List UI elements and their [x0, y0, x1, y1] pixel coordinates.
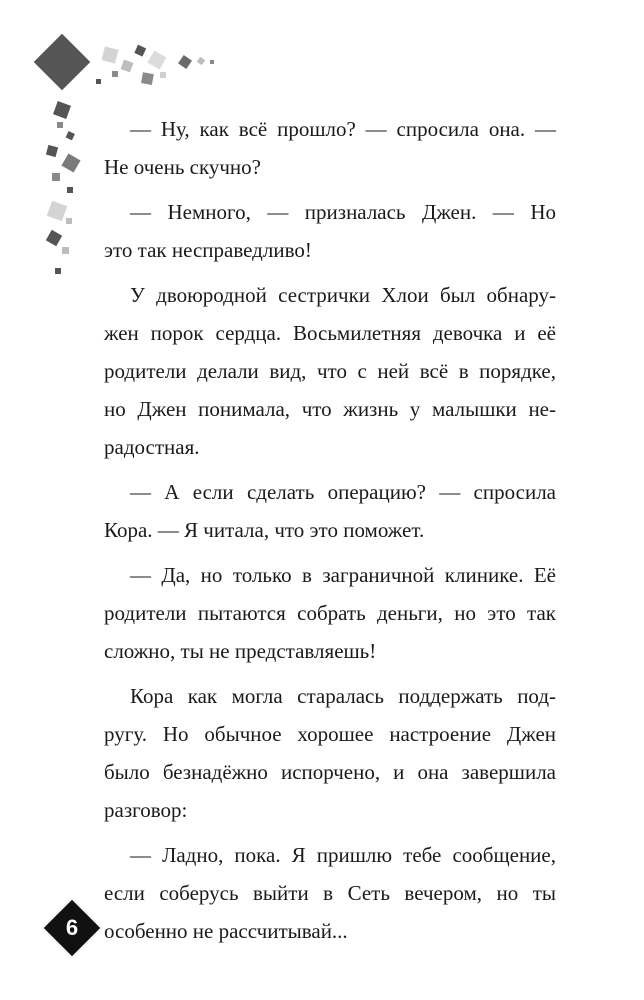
- ornament-square: [141, 72, 154, 85]
- ornament-square: [121, 60, 134, 73]
- book-text: [104, 110, 556, 950]
- paragraph: [104, 556, 556, 670]
- ornament-square: [101, 46, 118, 63]
- text-line: — Немного, — призналась Джен. — Но: [130, 200, 556, 224]
- paragraph: [104, 836, 556, 950]
- ornament-square: [61, 153, 80, 172]
- text-line: родители делали вид, что с ней всё в порядке,: [104, 359, 556, 383]
- paragraph: [104, 193, 556, 269]
- ornament-square: [66, 218, 72, 224]
- ornament-square: [62, 247, 69, 254]
- text-line: У двоюродной сестрички Хлои был обнару-: [130, 283, 556, 307]
- text-line: это так несправедливо!: [104, 238, 312, 262]
- ornament-square: [96, 79, 101, 84]
- text-line: — Ну, как всё прошло? — спросила она. —: [130, 117, 556, 141]
- ornament-square: [47, 201, 68, 222]
- ornament-diamond-large: [34, 34, 91, 91]
- ornament-square: [46, 145, 58, 157]
- ornament-square: [46, 230, 62, 246]
- text-line: — А если сделать операцию? — спросила: [130, 480, 556, 504]
- text-line: особенно не рассчитывай...: [104, 919, 348, 943]
- text-line: — Ладно, пока. Я пришлю тебе сообщение,: [130, 843, 556, 867]
- text-line: Кора. — Я читала, что это поможет.: [104, 518, 425, 542]
- ornament-square: [67, 187, 73, 193]
- page-number: 6: [65, 915, 79, 940]
- text-line: ругу. Но обычное хорошее настроение Джен: [104, 722, 556, 746]
- ornament-square: [57, 122, 63, 128]
- ornament-square: [147, 50, 166, 69]
- ornament-square: [55, 268, 61, 274]
- ornament-square: [112, 71, 118, 77]
- ornament-square: [178, 55, 192, 69]
- text-line: радостная.: [104, 435, 200, 459]
- text-line: Кора как могла старалась поддержать под-: [130, 684, 556, 708]
- text-line: — Да, но только в заграничной клинике. Её: [130, 563, 556, 587]
- text-line: было безнадёжно испорчено, и она завершила: [104, 760, 556, 784]
- text-line: Не очень скучно?: [104, 155, 261, 179]
- paragraph: [104, 110, 556, 186]
- text-line: сложно, ты не представляешь!: [104, 639, 377, 663]
- paragraph: [104, 276, 556, 466]
- ornament-square: [160, 72, 166, 78]
- ornament-square: [66, 131, 75, 140]
- ornament-square: [197, 57, 205, 65]
- text-line: жен порок сердца. Восьмилетняя девочка и её: [104, 321, 556, 345]
- paragraph: [104, 677, 556, 829]
- text-line: разговор:: [104, 798, 188, 822]
- text-line: если соберусь выйти в Сеть вечером, но ты: [104, 881, 556, 905]
- text-line: но Джен понимала, что жизнь у малышки не-: [104, 397, 556, 421]
- text-line: родители пытаются собрать деньги, но это так: [104, 601, 556, 625]
- ornament-square: [52, 173, 60, 181]
- ornament-square: [210, 60, 214, 64]
- ornament-square: [53, 101, 71, 119]
- ornament-square: [134, 45, 146, 57]
- paragraph: [104, 473, 556, 549]
